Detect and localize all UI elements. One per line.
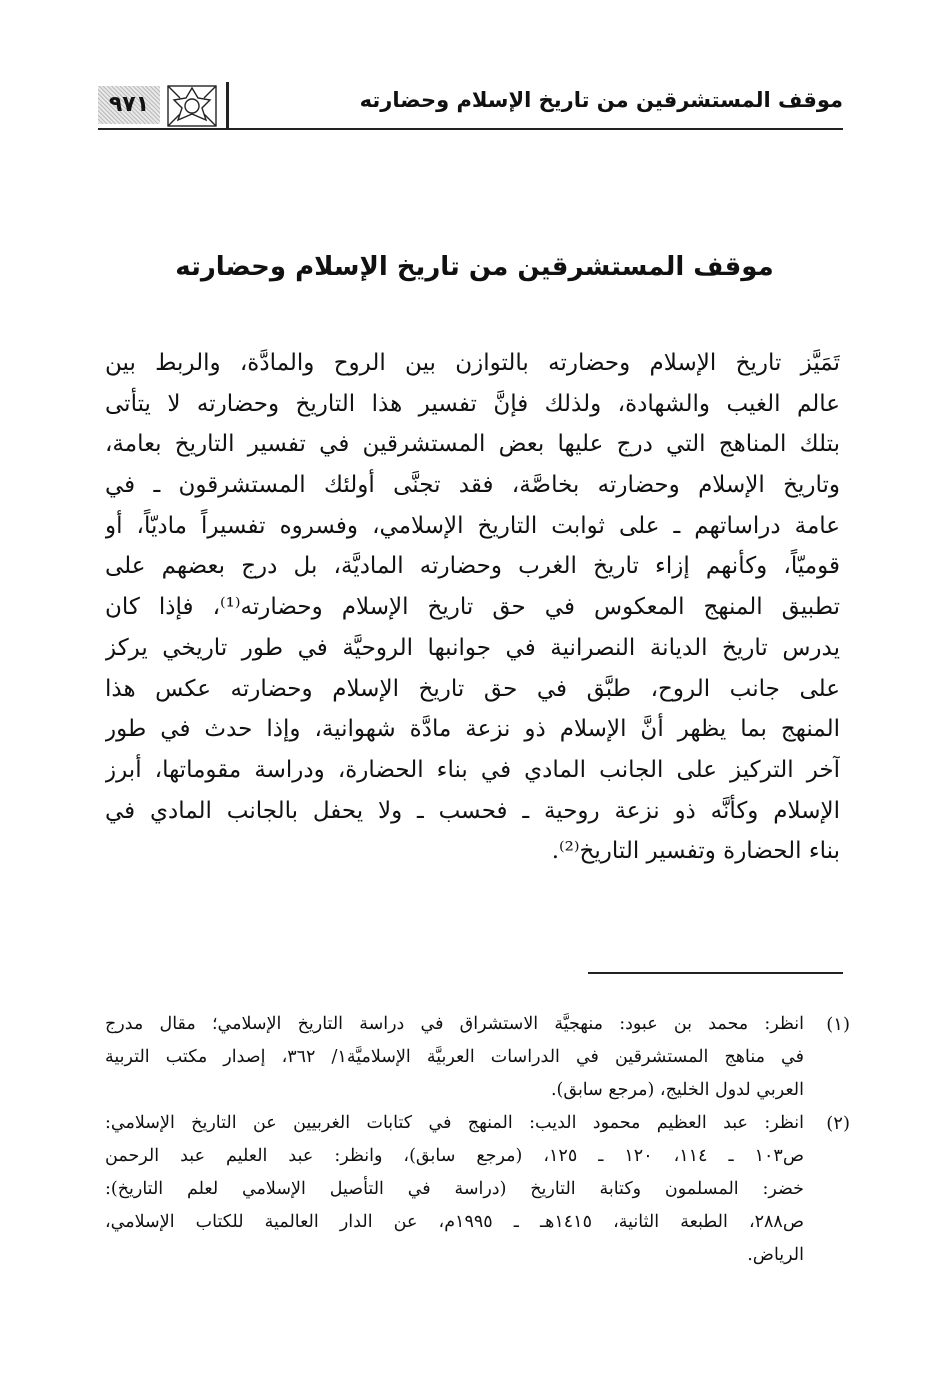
body-text <box>105 343 840 872</box>
footnote-number: (١) <box>826 1014 850 1035</box>
page-number: ٩٧١ <box>98 86 160 124</box>
geometric-ornament-icon <box>164 84 220 128</box>
footnotes <box>105 1008 850 1272</box>
footnote-number: (٢) <box>826 1113 850 1134</box>
body-line: الإسلام وكأنَّه ذو نزعة روحية ـ فحسب ـ ولا يحفل بالجانب المادي في <box>105 797 840 824</box>
footnote-line: في مناهج المستشرقين في الدراسات العربيَّة الإسلاميَّة١/ ٣٦٢، إصدار مكتب التربية <box>105 1047 804 1067</box>
footnote-line: ص١٠٣ ـ ١١٤، ١٢٠ ـ ١٢٥، (مرجع سابق)، وانظر: عبد العليم عبد الرحمن <box>105 1146 804 1166</box>
section-title: موقف المستشرقين من تاريخ الإسلام وحضارته <box>175 252 774 282</box>
footnote-line: خضر: المسلمون وكتابة التاريخ (دراسة في التأصيل الإسلامي لعلم التاريخ): <box>105 1179 804 1199</box>
footnote-line: انظر: محمد بن عبود: منهجيَّة الاستشراق في دراسة التاريخ الإسلامي؛ مقال مدرج <box>105 1014 804 1034</box>
page-header <box>98 78 843 130</box>
footnote-1 <box>105 1008 850 1107</box>
body-line: عامة دراساتهم ـ على ثوابت التاريخ الإسلامي، وفسروه تفسيراً ماديّاً، أو <box>105 512 840 539</box>
header-rule <box>98 128 843 130</box>
running-title: موقف المستشرقين من تاريخ الإسلام وحضارته <box>359 88 843 112</box>
body-line: آخر التركيز على الجانب المادي في بناء الحضارة، ودراسة مقوماتها، أبرز <box>105 756 840 783</box>
footnote-line: الرياض. <box>747 1245 804 1265</box>
body-line: على جانب الروح، طبَّق في حق تاريخ الإسلام وحضارته عكس هذا <box>105 675 840 702</box>
body-line: بتلك المناهج التي درج عليها بعض المستشرقين في تفسير التاريخ بعامة، <box>105 431 840 458</box>
footnote-separator <box>588 972 843 974</box>
body-line: تَمَيَّز تاريخ الإسلام وحضارته بالتوازن بين الروح والمادَّة، والربط بين <box>105 350 840 376</box>
body-line: المنهج بما يظهر أنَّ الإسلام ذو نزعة مادَّة شهوانية، وإذا حدث في طور <box>105 716 840 743</box>
footnote-line: العربي لدول الخليج، (مرجع سابق). <box>550 1080 804 1100</box>
body-line: بناء الحضارة وتفسير التاريخ⁽²⁾. <box>551 838 840 865</box>
footnote-line: ص٢٨٨، الطبعة الثانية، ١٤١٥هـ ـ ١٩٩٥م، عن الدار العالمية للكتاب الإسلامي، <box>105 1212 804 1232</box>
footnote-2 <box>105 1107 850 1272</box>
header-divider <box>226 82 229 130</box>
body-line: وتاريخ الإسلام وحضارته بخاصَّة، فقد تجنَّى أولئك المستشرقون ـ في <box>105 472 840 499</box>
body-line: يدرس تاريخ الديانة النصرانية في جوانبها الروحيَّة في طور تاريخي يركز <box>105 634 840 661</box>
body-line: عالم الغيب والشهادة، ولذلك فإنَّ تفسير هذا التاريخ وحضارته لا يتأتى <box>105 390 840 417</box>
body-line: قوميّاً، وكأنهم إزاء تاريخ الغرب وحضارته الماديَّة، بل درج بعضهم على <box>105 553 840 580</box>
footnote-line: انظر: عبد العظيم محمود الديب: المنهج في كتابات الغربيين عن التاريخ الإسلامي: <box>105 1113 804 1133</box>
body-line: تطبيق المنهج المعكوس في حق تاريخ الإسلام وحضارته⁽¹⁾، فإذا كان <box>105 594 840 621</box>
